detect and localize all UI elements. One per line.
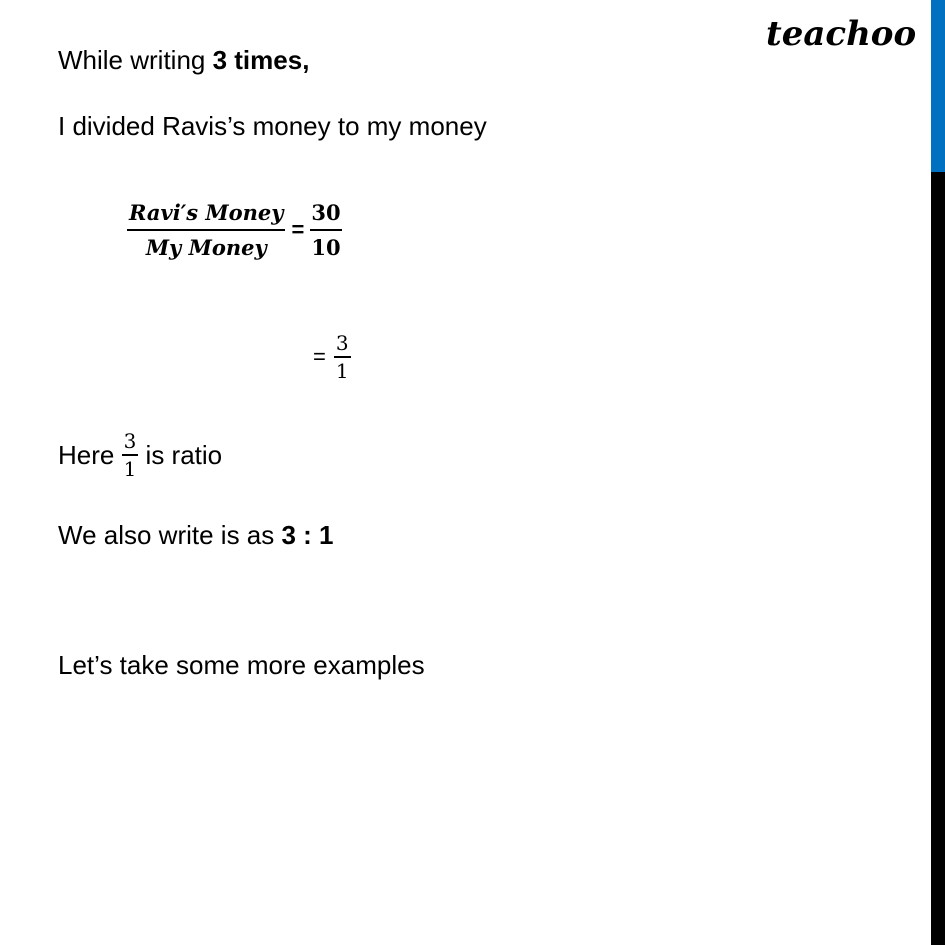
fraction-3-1	[334, 330, 351, 384]
numerator: 3	[334, 330, 351, 358]
denominator: My Money	[145, 235, 267, 260]
numerator: Ravi′s Money	[127, 200, 285, 231]
equation-simplified	[313, 330, 351, 384]
text: Here	[58, 439, 122, 470]
equation-main	[127, 200, 342, 260]
line-divided: I divided Ravis’s money to my money	[58, 111, 487, 141]
denominator: 10	[311, 235, 341, 260]
denominator: 1	[335, 359, 349, 383]
line-also-write	[58, 520, 334, 551]
denominator: 1	[123, 457, 137, 481]
teachoo-logo: teachoo	[766, 14, 917, 54]
text: While writing	[58, 45, 213, 75]
numerator: 3	[122, 428, 139, 456]
bold-text: 3 : 1	[281, 520, 334, 550]
line-here-ratio	[58, 428, 222, 482]
text: is ratio	[138, 439, 223, 470]
equals-sign: =	[291, 217, 305, 242]
accent-bar-blue	[931, 0, 945, 172]
equals-sign: =	[313, 344, 326, 369]
line-more-examples: Let’s take some more examples	[58, 650, 425, 680]
fraction-money	[127, 200, 285, 260]
accent-bar-black	[931, 172, 945, 945]
line-while-writing	[58, 45, 309, 76]
text: We also write is as	[58, 520, 282, 550]
bold-text: 3 times,	[212, 45, 310, 75]
fraction-30-10	[310, 200, 341, 260]
numerator: 30	[310, 200, 341, 231]
fraction-ratio	[122, 428, 139, 482]
